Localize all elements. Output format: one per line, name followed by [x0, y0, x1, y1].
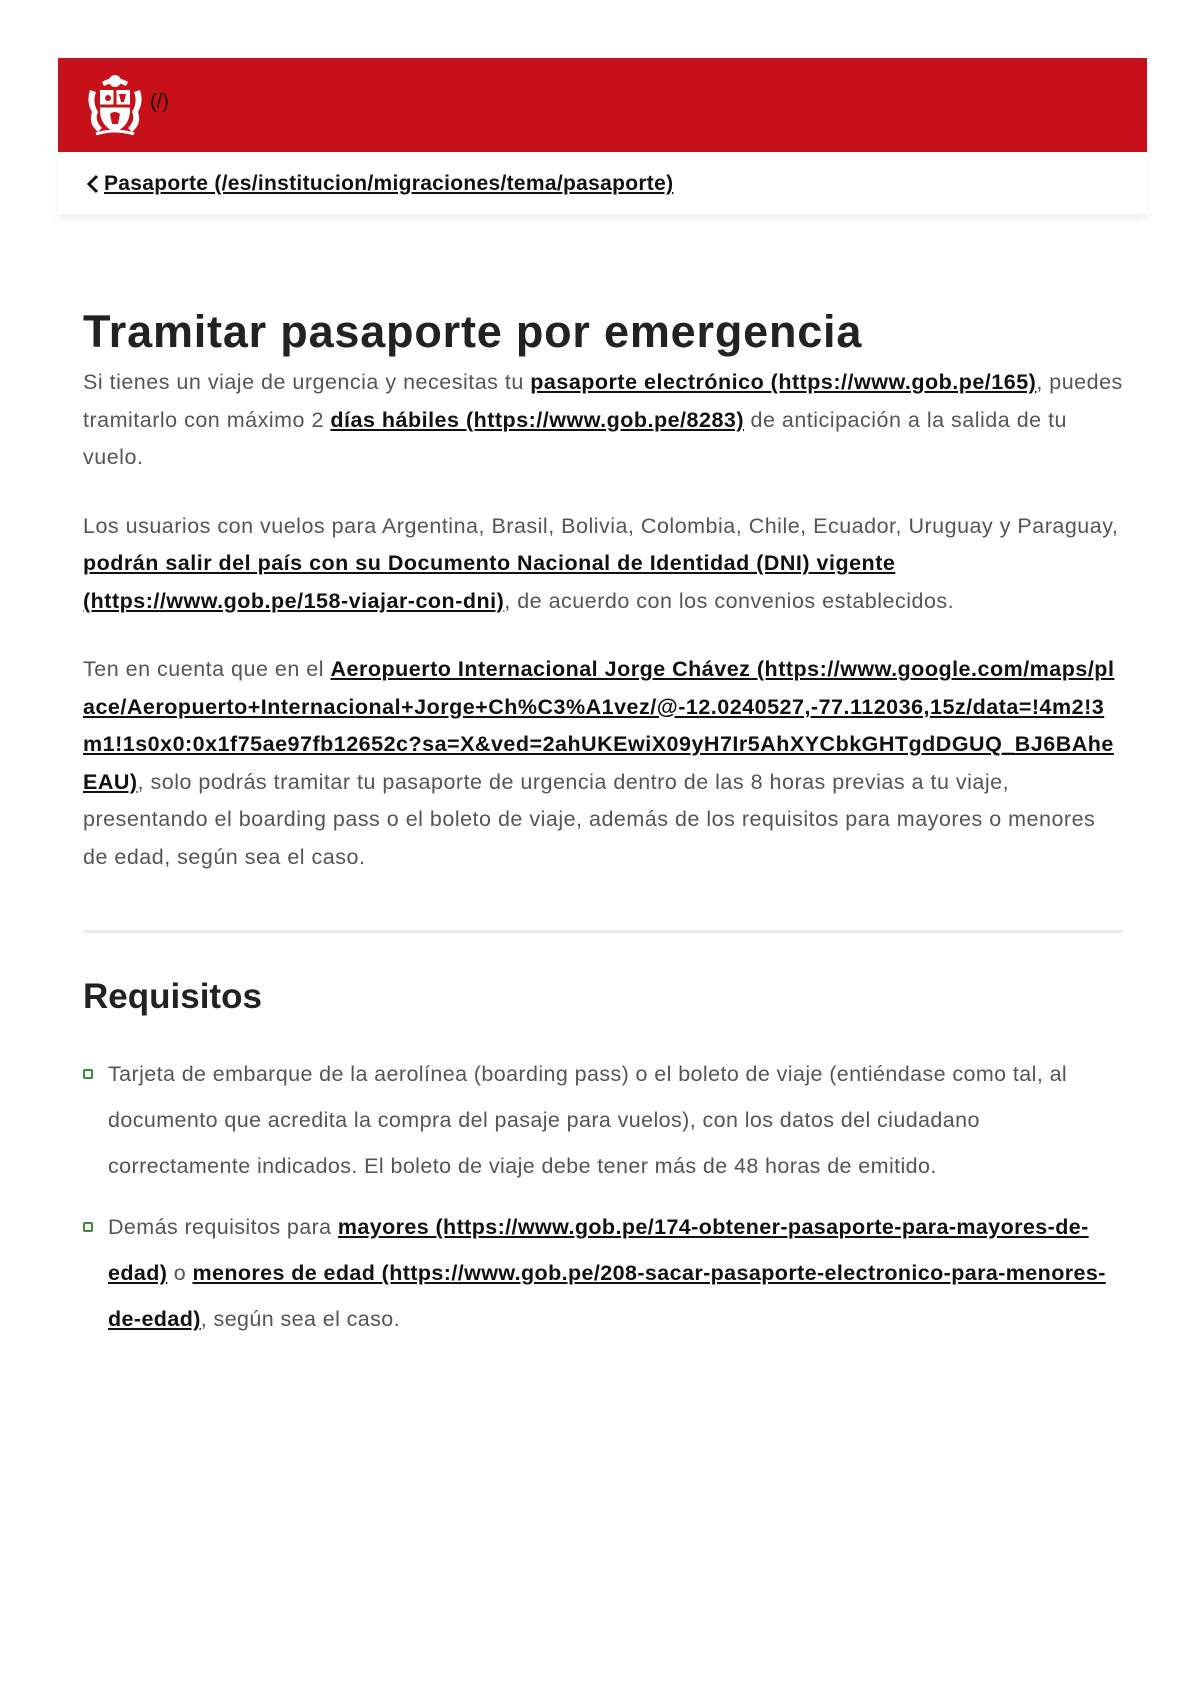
site-header	[58, 58, 1147, 152]
airport-text-2: , solo podrás tramitar tu pasaporte de urgencia dentro de las 8 horas previas a tu viaje, presentando el boarding pass o el boleto de viaje, además de los requisitos para mayores o menores de edad, según sea el caso.	[83, 769, 1096, 869]
list-item	[83, 1204, 1123, 1342]
requisito-text-2c: , según sea el caso.	[200, 1307, 401, 1331]
list-item	[83, 1051, 1123, 1189]
intro-paragraph	[83, 364, 1123, 477]
section-divider	[83, 930, 1123, 933]
requisitos-list	[83, 1051, 1123, 1342]
requisito-text-2b: o	[167, 1261, 193, 1285]
intro-text-1: Si tienes un viaje de urgencia y necesitas tu	[83, 370, 531, 394]
chevron-left-icon	[86, 174, 100, 194]
peru-coat-of-arms-icon[interactable]	[82, 72, 148, 138]
link-pasaporte-electronico[interactable]: pasaporte electrónico (https://www.gob.pe/165)	[530, 370, 1037, 394]
link-menores-de-edad[interactable]: menores de edad (https://www.gob.pe/208-sacar-pasaporte-electronico-para-menores-de-edad)	[108, 1261, 1106, 1331]
home-link[interactable]: (/)	[150, 91, 169, 113]
airport-text-1: Ten en cuenta que en el	[83, 657, 331, 681]
link-viajar-con-dni[interactable]: podrán salir del país con su Documento Nacional de Identidad (DNI) vigente (https://www.gob.pe/158-viajar-con-dni)	[83, 551, 896, 613]
bullet-icon	[83, 1222, 93, 1232]
airport-paragraph	[83, 651, 1123, 876]
main-content	[83, 300, 1123, 1357]
breadcrumb	[86, 172, 673, 196]
bullet-icon	[83, 1069, 93, 1079]
link-mayores[interactable]: mayores (https://www.gob.pe/174-obtener-pasaporte-para-mayores-de-edad)	[108, 1215, 1089, 1285]
requisito-text-2a: Demás requisitos para	[108, 1215, 338, 1239]
breadcrumb-bar	[58, 152, 1147, 214]
page-title: Tramitar pasaporte por emergencia	[83, 306, 863, 357]
breadcrumb-link-pasaporte[interactable]: Pasaporte (/es/institucion/migraciones/tema/pasaporte)	[104, 172, 674, 195]
requisito-text-1: Tarjeta de embarque de la aerolínea (boarding pass) o el boleto de viaje (entiéndase como tal, al documento que acredita la compra del pasaje para vuelos), con los datos del ciudadano correctamente indicados. El boleto de viaje debe tener más de 48 horas de emitido.	[108, 1062, 1068, 1178]
requisitos-heading: Requisitos	[83, 977, 262, 1016]
dni-paragraph	[83, 508, 1123, 621]
intro-text-3: de anticipación a la salida de tu vuelo.	[83, 407, 1068, 469]
intro-text-2: , puedes tramitarlo con máximo 2	[83, 370, 1123, 432]
dni-text-2: , de acuerdo con los convenios establecidos.	[504, 588, 955, 613]
dni-text-1: Los usuarios con vuelos para Argentina, Brasil, Bolivia, Colombia, Chile, Ecuador, Uruguay y Paraguay,	[83, 513, 1119, 538]
link-dias-habiles[interactable]: días hábiles (https://www.gob.pe/8283)	[330, 407, 745, 432]
link-aeropuerto-jorge-chavez[interactable]: Aeropuerto Internacional Jorge Chávez (https://www.google.com/maps/place/Aeropuerto+Internacional+Jorge+Ch%C3%A1vez/@-12.0240527,-77.112036,15z/data=!4m2!3m1!1s0x0:0x1f75ae97fb12652c?sa=X&ved=2ahUKEwiX09yH7Ir5AhXYCbkGHTgdDGUQ_BJ6BAheEAU)	[83, 657, 1115, 794]
